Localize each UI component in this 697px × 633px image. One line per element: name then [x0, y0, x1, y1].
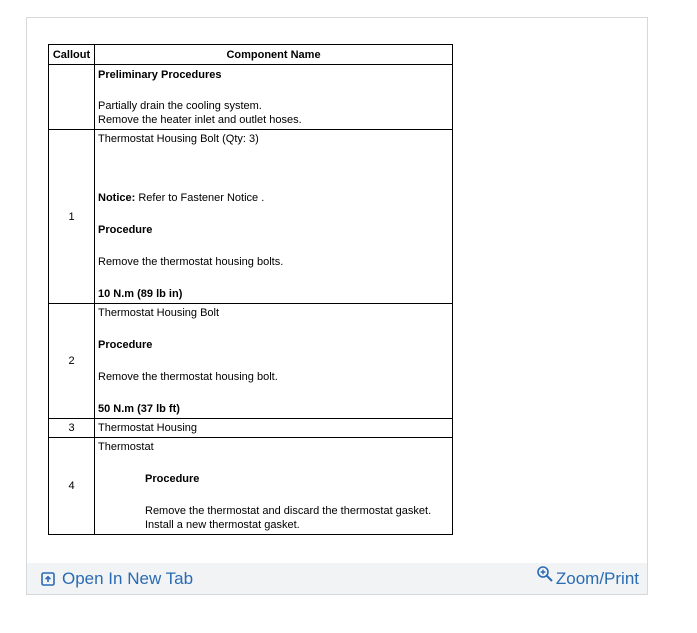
procedure-label: Procedure	[145, 473, 200, 485]
preliminary-step: Partially drain the cooling system.	[98, 100, 262, 112]
component-cell	[95, 419, 453, 438]
torque-spec: 10 N.m (89 lb in)	[98, 288, 183, 300]
callout-header: Callout	[49, 45, 95, 65]
procedure-figure	[48, 44, 453, 535]
component-name: Thermostat	[98, 441, 154, 453]
figure-frame	[26, 17, 648, 595]
zoom-print-label: Zoom/Print	[555, 569, 639, 588]
preliminary-row	[49, 65, 453, 130]
preliminary-title: Preliminary Procedures	[98, 69, 222, 81]
open-in-new-tab-label: Open In New Tab	[62, 569, 194, 588]
procedure-step: Remove the thermostat housing bolt.	[98, 371, 278, 383]
preliminary-callout-cell	[49, 65, 95, 130]
zoom-in-icon	[536, 565, 554, 583]
component-name: Thermostat Housing Bolt	[98, 307, 220, 319]
procedure-step: Remove the thermostat housing bolts.	[98, 256, 284, 268]
notice	[98, 191, 449, 205]
torque-spec: 50 N.m (37 lb ft)	[98, 403, 180, 415]
open-in-new-tab-link[interactable]	[41, 569, 193, 589]
procedure-step: Install a new thermostat gasket.	[145, 519, 300, 531]
notice-text: Refer to Fastener Notice .	[135, 192, 265, 204]
zoom-print-link[interactable]	[536, 565, 639, 589]
component-name: Thermostat Housing	[98, 422, 198, 434]
callout-number: 4	[49, 438, 95, 535]
callout-number: 3	[49, 419, 95, 438]
component-cell	[95, 304, 453, 419]
procedure-step: Remove the thermostat and discard the thermostat gasket.	[145, 505, 432, 517]
table-row	[49, 419, 453, 438]
table-row	[49, 438, 453, 535]
preliminary-step: Remove the heater inlet and outlet hoses.	[98, 114, 302, 126]
table-row	[49, 304, 453, 419]
preliminary-cell	[95, 65, 453, 130]
component-name: Thermostat Housing Bolt (Qty: 3)	[98, 133, 259, 145]
component-cell	[95, 130, 453, 304]
callout-number: 1	[49, 130, 95, 304]
figure-footer	[27, 563, 647, 594]
callout-number: 2	[49, 304, 95, 419]
procedure-label: Procedure	[98, 339, 153, 351]
component-name-header: Component Name	[95, 45, 453, 65]
procedure-label: Procedure	[98, 224, 153, 236]
open-in-new-tab-icon	[41, 572, 55, 586]
table-header-row	[49, 45, 453, 65]
notice-label: Notice:	[98, 192, 136, 204]
table-row	[49, 130, 453, 304]
procedure-table	[48, 44, 453, 535]
component-cell	[95, 438, 453, 535]
